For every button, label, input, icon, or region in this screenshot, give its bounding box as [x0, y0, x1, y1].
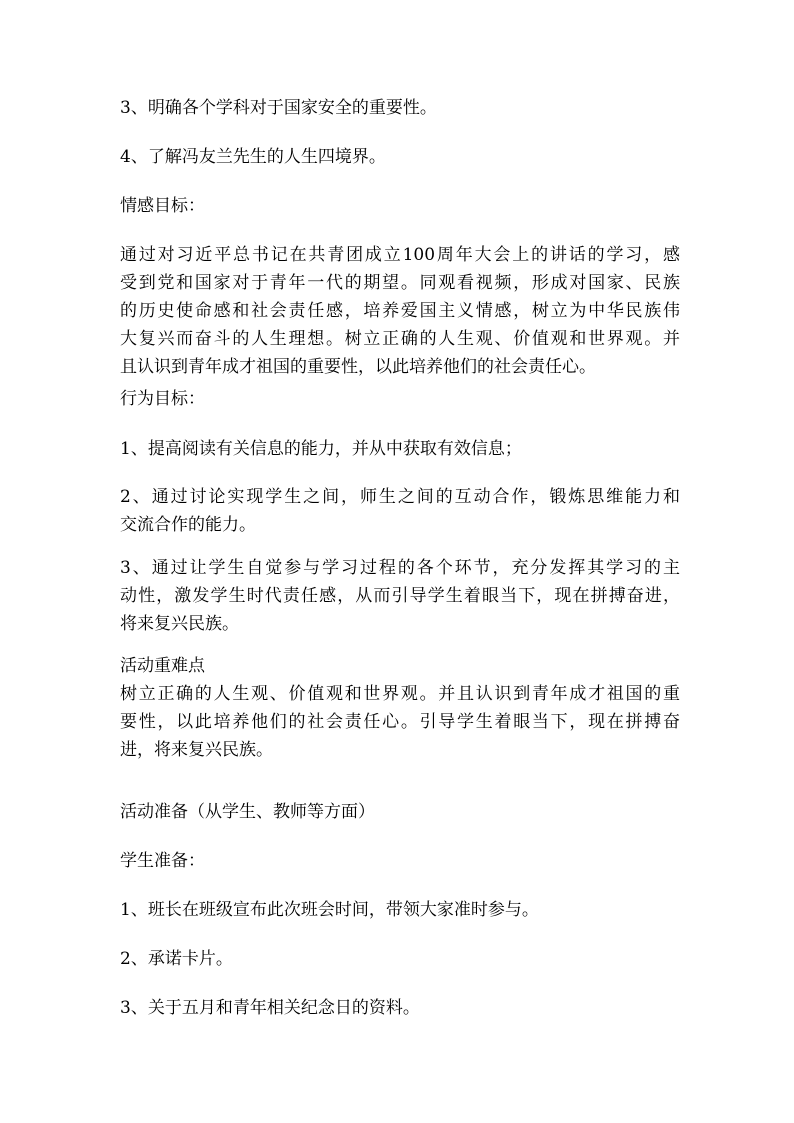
text-line: 动性，激发学生时代责任感，从而引导学生着眼当下，现在拼搏奋进， — [120, 586, 680, 606]
paragraph-key-points — [120, 652, 680, 764]
paragraph-student-prep-3 — [120, 994, 680, 1022]
heading-student-preparation — [120, 847, 680, 875]
text-line: 的历史使命感和社会责任感，培养爱国主义情感，树立为中华民族伟 — [120, 301, 680, 321]
text-line: 3、明确各个学科对于国家安全的重要性。 — [120, 98, 437, 118]
paragraph-student-prep-2 — [120, 945, 680, 973]
paragraph-objective-4 — [120, 143, 680, 171]
heading-activity-preparation — [120, 798, 680, 826]
text-line: 3、通过让学生自觉参与学习过程的各个环节，充分发挥其学习的主 — [120, 558, 680, 578]
text-line: 活动准备（从学生、教师等方面） — [120, 802, 375, 822]
text-line: 树立正确的人生观、价值观和世界观。并且认识到青年成才祖国的重 — [120, 684, 680, 704]
text-line: 1、提高阅读有关信息的能力，并从中获取有效信息； — [120, 439, 522, 459]
text-line: 行为目标： — [120, 389, 205, 409]
paragraph-behavior-2 — [120, 483, 680, 539]
text-line: 3、关于五月和青年相关纪念日的资料。 — [120, 998, 420, 1018]
text-line: 大复兴而奋斗的人生理想。树立正确的人生观、价值观和世界观。并 — [120, 329, 680, 349]
heading-behavior-goals — [120, 385, 680, 413]
paragraph-objective-3 — [120, 94, 680, 122]
text-line: 将来复兴民族。 — [120, 614, 239, 634]
text-line: 通过对习近平总书记在共青团成立100周年大会上的讲话的学习，感 — [120, 245, 680, 265]
text-line: 1、班长在班级宣布此次班会时间，带领大家准时参与。 — [120, 900, 539, 920]
paragraph-emotional-goals — [120, 241, 680, 381]
text-line: 交流合作的能力。 — [120, 515, 256, 535]
text-line: 2、通过讨论实现学生之间，师生之间的互动合作，锻炼思维能力和 — [120, 487, 680, 507]
paragraph-behavior-3 — [120, 554, 680, 638]
text-line: 且认识到青年成才祖国的重要性，以此培养他们的社会责任心。 — [120, 357, 596, 377]
text-line: 学生准备： — [120, 851, 205, 871]
text-line: 2、承诺卡片。 — [120, 949, 233, 969]
text-line: 进，将来复兴民族。 — [120, 740, 273, 760]
paragraph-student-prep-1 — [120, 896, 680, 924]
text-line: 情感目标： — [120, 196, 205, 216]
text-line: 要性，以此培养他们的社会责任心。引导学生着眼当下，现在拼搏奋 — [120, 712, 680, 732]
heading-emotional-goals — [120, 192, 680, 220]
text-line: 4、了解冯友兰先生的人生四境界。 — [120, 147, 386, 167]
text-line: 活动重难点 — [120, 656, 205, 676]
paragraph-behavior-1 — [120, 435, 680, 463]
text-line: 受到党和国家对于青年一代的期望。同观看视频，形成对国家、民族 — [120, 273, 680, 293]
